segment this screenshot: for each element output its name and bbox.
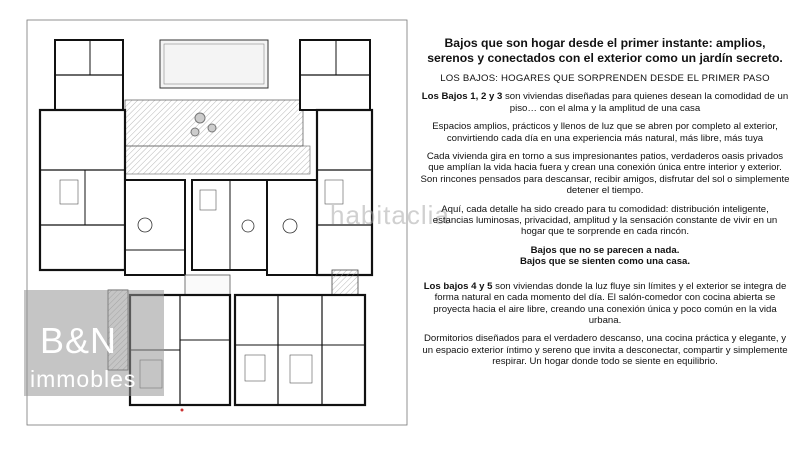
garden-patio <box>125 100 303 146</box>
unit-left-upper <box>40 110 125 270</box>
pool <box>160 40 268 88</box>
paragraph-bajos-1-2-3 <box>420 91 790 114</box>
paragraph-bajos-4-5 <box>420 281 790 327</box>
paragraph-dormitorios: Dormitorios diseñados para el verdadero descanso, una cocina práctica y elegante, y un espacio exterior íntimo y sereno que invita a desconectar, compartir y simplemente respirar. Un hogar donde todo se siente en equilibrio. <box>422 333 788 368</box>
paragraph-lead: Los bajos 4 y 5 <box>423 280 493 292</box>
unit-left-mid <box>125 180 185 275</box>
unit-center-right <box>267 180 317 275</box>
paragraph-body: son viviendas donde la luz fluye sin límites y el exterior se integra de forma natural en cada momento del día. El salón-comedor con cocina abierta se proyecta hacia el aire libre, creando una conexión única y poco común en la vida urbana. <box>433 280 787 326</box>
paragraph-detalle: Aquí, cada detalle ha sido creado para tu comodidad: distribución inteligente, estancias luminosas, privacidad, amplitud y la sensación constante de vivir en un hogar que te sorprende en cada rincón. <box>432 203 778 238</box>
subheading: LOS BAJOS: HOGARES QUE SORPRENDEN DESDE EL PRIMER PASO <box>440 73 770 84</box>
slogan-line-2: Bajos que se sienten como una casa. <box>519 256 691 268</box>
paragraph-lead: Los Bajos 1, 2 y 3 <box>421 91 503 103</box>
paragraph-body: son viviendas diseñadas para quienes desean la comodidad de un piso… con el alma y la amplitud de una casa <box>502 91 789 114</box>
watermark: habitaclia <box>330 200 450 230</box>
terrace <box>120 146 310 174</box>
corridor <box>185 275 230 295</box>
paragraph-espacios: Espacios amplios, prácticos y llenos de luz que se abren por completo al exterior, convirtiendo cada día en una experiencia más natural, más libre, más tuya <box>432 121 778 144</box>
slogan-line-1: Bajos que no se parecen a nada. <box>530 244 680 256</box>
description-column <box>420 36 790 375</box>
logo-subtitle: immobles <box>30 366 137 392</box>
logo-name: B&N <box>40 320 118 361</box>
slogan <box>420 245 790 268</box>
unit-lower-right <box>235 295 365 405</box>
headline: Bajos que son hogar desde el primer instante: amplios, serenos y conectados con el exterior como un jardín secreto. <box>427 36 783 65</box>
paragraph-patios: Cada vivienda gira en torno a sus impresionantes patios, verdaderos oasis privados que amplían la vida hacia fuera y crean una conexión única entre interior y exterior. Son rincones pensados para descansar, recibir amigos, disfrutar del sol o simplemente detener el tiempo. <box>420 151 790 197</box>
